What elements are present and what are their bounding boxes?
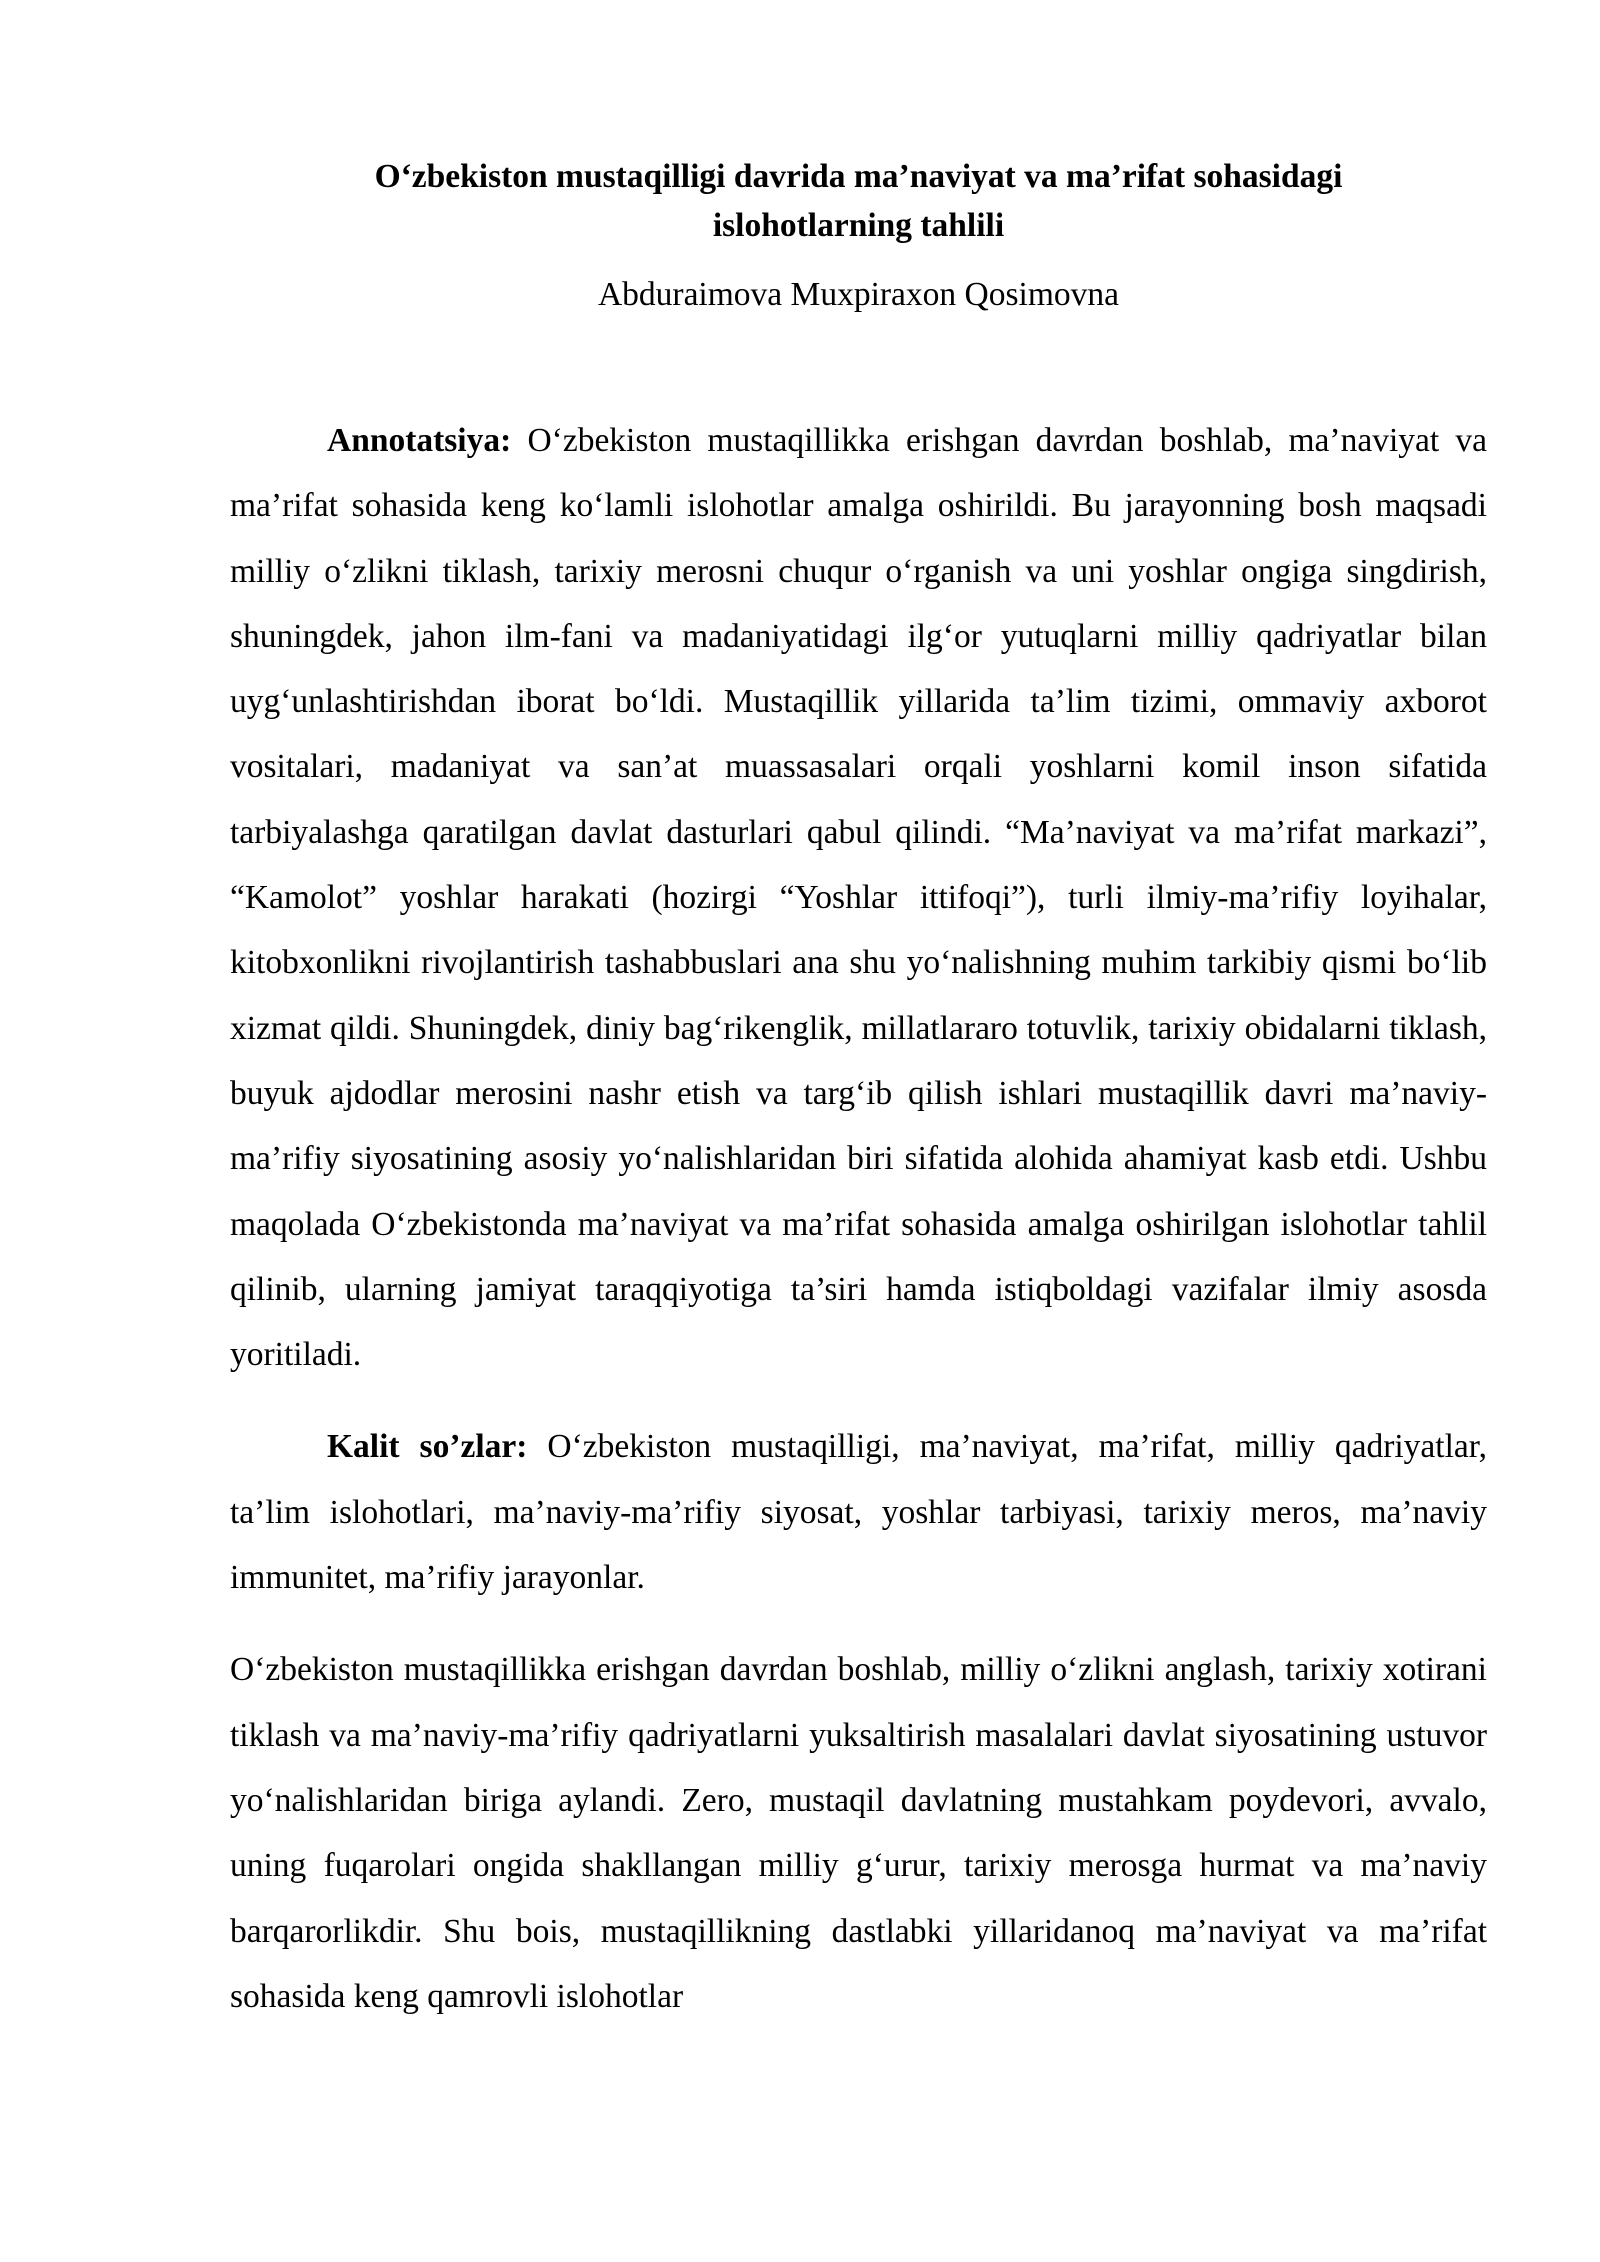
keywords-text: O‘zbekiston mustaqilligi, ma’naviyat, ma’rifat, milliy qadriyatlar, ta’lim islohotlari, ma’naviy-ma’rifiy siyosat, yoshlar tarbiyasi, tarixiy meros, ma’naviy immunitet, ma’rifiy jarayonlar. (230, 1428, 1487, 1597)
abstract-label: Annotatsiya: (327, 422, 512, 459)
abstract-paragraph (230, 408, 1487, 1387)
keywords-paragraph (230, 1414, 1487, 1610)
keywords-label: Kalit so’zlar: (327, 1428, 528, 1466)
title-line-1: O‘zbekiston mustaqilligi davrida ma’naviyat va ma’rifat sohasidagi (374, 158, 1343, 195)
article-title (230, 152, 1487, 250)
abstract-text: O‘zbekiston mustaqillikka erishgan davrdan boshlab, ma’naviyat va ma’rifat sohasida keng ko‘lamli islohotlar amalga oshirildi. Bu jarayonning bosh maqsadi milliy o‘zlikni tiklash, tarixiy merosni chuqur o‘rganish va uni yoshlar ongiga singdirish, shuningdek, jahon ilm-fani va madaniyatidagi ilg‘or yutuqlarni milliy qadriyatlar bilan uyg‘unlashtirishdan iborat bo‘ldi. Mustaqillik yillarida ta’lim tizimi, ommaviy axborot vositalari, madaniyat va san’at muassasalari orqali yoshlarni komil inson sifatida tarbiyalashga qaratilgan davlat dasturlari qabul qilindi. “Ma’naviyat va ma’rifat markazi”, “Kamolot” yoshlar harakati (hozirgi “Yoshlar ittifoqi”), turli ilmiy-ma’rifiy loyihalar, kitobxonlikni rivojlantirish tashabbuslari ana shu yo‘nalishning muhim tarkibiy qismi bo‘lib xizmat qildi. Shuningdek, diniy bag‘rikenglik, millatlararo totuvlik, tarixiy obidalarni tiklash, buyuk ajdodlar merosini nashr etish va targ‘ib qilish ishlari mustaqillik davri ma’naviy-ma’rifiy siyosatining asosiy yo‘nalishlaridan biri sifatida alohida ahamiyat kasb etdi. Ushbu maqolada O‘zbekistonda ma’naviyat va ma’rifat sohasida amalga oshirilgan islohotlar tahlil qilinib, ularning jamiyat taraqqiyotiga ta’siri hamda istiqboldagi vazifalar ilmiy asosda yoritiladi. (230, 422, 1487, 1374)
body-paragraph: O‘zbekiston mustaqillikka erishgan davrdan boshlab, milliy o‘zlikni anglash, tarixiy xotirani tiklash va ma’naviy-ma’rifiy qadriyatlarni yuksaltirish masalalari davlat siyosatining ustuvor yo‘nalishlaridan biriga aylandi. Zero, mustaqil davlatning mustahkam poydevori, avvalo, uning fuqarolari ongida shakllangan milliy g‘urur, tarixiy merosga hurmat va ma’naviy barqarorlikdir. Shu bois, mustaqillikning dastlabki yillaridanoq ma’naviyat va ma’rifat sohasida keng qamrovli islohotlar (230, 1651, 1487, 2015)
author-name: Abduraimova Muxpiraxon Qosimovna (597, 276, 1120, 313)
title-line-2: islohotlarning tahlili (712, 207, 1005, 244)
